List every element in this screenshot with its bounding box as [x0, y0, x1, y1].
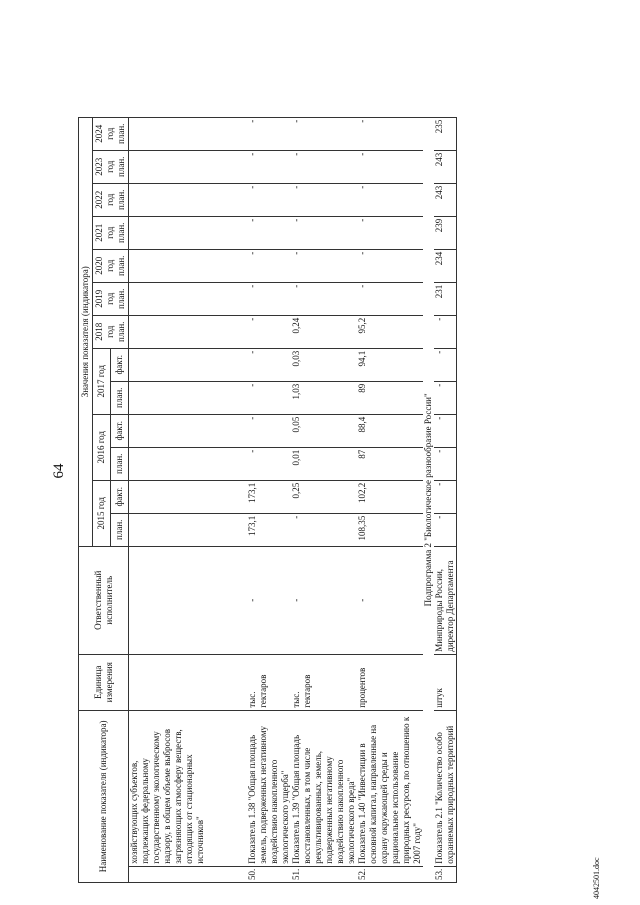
value-cell: -	[247, 183, 291, 216]
value-cell	[129, 249, 247, 282]
document-reference: 4042501.doc	[592, 857, 601, 899]
value-cell	[129, 348, 247, 381]
indicator-table	[78, 117, 457, 883]
header-year-2015: 2015 год	[93, 480, 111, 546]
header-2015-plan: план.	[111, 513, 129, 546]
value-cell	[129, 282, 247, 315]
table-row	[129, 117, 247, 882]
value-cell: 1,03	[291, 381, 357, 414]
value-cell	[129, 117, 247, 150]
value-cell	[129, 480, 247, 513]
table-row	[434, 117, 457, 882]
value-cell	[129, 513, 247, 546]
responsible	[129, 546, 247, 654]
row-number: 52.	[357, 866, 423, 882]
value-cell: 87	[357, 447, 423, 480]
indicator-name: Показатель 1.39 "Общая площадь восстановленных, в том числе рекультивированных, земель, подверженных негативному воздействию накопленного экологического вреда"	[291, 710, 357, 866]
header-year-2020: 2020 год план.	[93, 249, 129, 282]
value-cell	[129, 216, 247, 249]
value-cell: 173,1	[247, 480, 291, 513]
value-cell: -	[357, 183, 423, 216]
indicator-name: Показатель 2.1 "Количество особо охраняемых природных территорий	[434, 710, 457, 866]
value-cell: 102,2	[357, 480, 423, 513]
responsible: Минприроды России, директор Департамента	[434, 546, 457, 654]
value-cell: 0,25	[291, 480, 357, 513]
header-responsible: Ответственный исполнитель	[79, 546, 129, 654]
row-number: 51.	[291, 866, 357, 882]
value-cell: -	[247, 216, 291, 249]
value-cell: -	[247, 150, 291, 183]
row-number: 53.	[434, 866, 457, 882]
responsible: -	[357, 546, 423, 654]
header-year-2021: 2021 год план.	[93, 216, 129, 249]
value-cell: 0,24	[291, 315, 357, 348]
value-cell: 243	[434, 183, 457, 216]
header-year-2022: 2022 год план.	[93, 183, 129, 216]
responsible: -	[247, 546, 291, 654]
value-cell: 95,2	[357, 315, 423, 348]
value-cell: -	[247, 315, 291, 348]
value-cell: -	[434, 447, 457, 480]
unit: процентов	[357, 654, 423, 710]
table-row	[291, 117, 357, 882]
header-values: Значения показателя (индикатора)	[79, 117, 93, 546]
value-cell: -	[434, 381, 457, 414]
value-cell: -	[247, 249, 291, 282]
header-year-2019: 2019 год план.	[93, 282, 129, 315]
value-cell: 231	[434, 282, 457, 315]
table-row	[357, 117, 423, 882]
value-cell: -	[434, 480, 457, 513]
unit: тыс. гектаров	[291, 654, 357, 710]
value-cell: -	[291, 282, 357, 315]
header-2016-fact: факт.	[111, 414, 129, 447]
header-2017-plan: план.	[111, 381, 129, 414]
value-cell: -	[291, 249, 357, 282]
header-year-2016: 2016 год	[93, 414, 111, 480]
value-cell: -	[357, 249, 423, 282]
value-cell: -	[291, 513, 357, 546]
value-cell: -	[247, 381, 291, 414]
value-cell: 0,05	[291, 414, 357, 447]
row-number: 50.	[247, 866, 291, 882]
value-cell: 239	[434, 216, 457, 249]
value-cell: -	[434, 315, 457, 348]
page-number: 64	[51, 463, 67, 479]
value-cell: -	[357, 282, 423, 315]
header-name: Наименование показателя (индикатора)	[79, 710, 129, 882]
value-cell: 108,35	[357, 513, 423, 546]
value-cell: -	[291, 117, 357, 150]
value-cell: -	[434, 513, 457, 546]
unit	[129, 654, 247, 710]
header-unit: Единица измерения	[79, 654, 129, 710]
value-cell: 234	[434, 249, 457, 282]
value-cell: -	[291, 150, 357, 183]
value-cell: 0,03	[291, 348, 357, 381]
table-row	[247, 117, 291, 882]
value-cell: -	[357, 150, 423, 183]
value-cell: 243	[434, 150, 457, 183]
header-2017-fact: факт.	[111, 348, 129, 381]
value-cell: -	[247, 282, 291, 315]
value-cell: 173,1	[247, 513, 291, 546]
unit: штук	[434, 654, 457, 710]
value-cell: -	[247, 447, 291, 480]
value-cell: 94,1	[357, 348, 423, 381]
header-2015-fact: факт.	[111, 480, 129, 513]
indicator-name: Показатель 1.40 "Инвестиции в основной капитал, направленные на охрану окружающей среды и рациональное использование природных ресурсов, по отношению к 2007 году"	[357, 710, 423, 866]
value-cell: -	[291, 183, 357, 216]
subprogram-row	[423, 117, 434, 882]
value-cell: -	[291, 216, 357, 249]
value-cell	[129, 414, 247, 447]
unit: тыс. гектаров	[247, 654, 291, 710]
value-cell: 88,4	[357, 414, 423, 447]
header-year-2017: 2017 год	[93, 348, 111, 414]
value-cell: 0,01	[291, 447, 357, 480]
value-cell	[129, 447, 247, 480]
value-cell: -	[357, 117, 423, 150]
value-cell	[129, 150, 247, 183]
value-cell: 89	[357, 381, 423, 414]
subprogram-title: Подпрограмма 2 "Биологическое разнообразие России"	[423, 117, 434, 882]
value-cell: -	[247, 117, 291, 150]
value-cell: -	[434, 348, 457, 381]
value-cell: -	[247, 348, 291, 381]
value-cell: -	[357, 216, 423, 249]
header-year-2024: 2024 год план.	[93, 117, 129, 150]
responsible: -	[291, 546, 357, 654]
value-cell: 235	[434, 117, 457, 150]
value-cell	[129, 381, 247, 414]
value-cell: -	[434, 414, 457, 447]
indicator-name: хозяйствующих субъектов, подлежащих федеральному государственному экологическому надзору, в общем объеме выбросов загрязняющих атмосферу веществ, отходящих от стационарных источников"	[129, 710, 247, 866]
indicator-name: Показатель 1.38 "Общая площадь земель, подверженных негативному воздействию накопленного экологического ущерба"	[247, 710, 291, 866]
header-year-2018: 2018 год план.	[93, 315, 129, 348]
row-number	[129, 866, 247, 882]
header-year-2023: 2023 год план.	[93, 150, 129, 183]
header-2016-plan: план.	[111, 447, 129, 480]
value-cell: -	[247, 414, 291, 447]
value-cell	[129, 315, 247, 348]
value-cell	[129, 183, 247, 216]
